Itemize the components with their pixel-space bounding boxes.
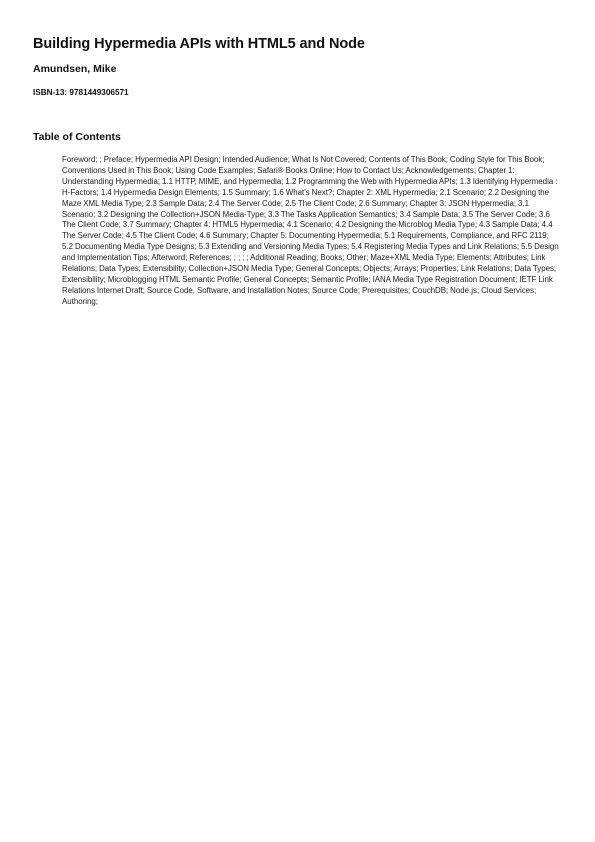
isbn-line (33, 88, 129, 98)
isbn-value: 9781449306571 (69, 88, 129, 97)
toc-body: Foreword; ; Preface; Hypermedia API Design; Intended Audience; What Is Not Covered; Contents of This Book; Coding Style for This Book; Conventions Used in This Book; Using Code Examples; Safari® Books Online; How to Contact Us; Acknowledgements; Chapter 1: Understanding Hypermedia; 1.1 HTTP, MIME, and Hypermedia; 1.2 Programming the Web with Hypermedia APIs; 1.3 Identifying Hypermedia : H-Factors; 1.4 Hypermedia Design Elements; 1.5 Summary; 1.6 What's Next?; Chapter 2: XML Hypermedia; 2.1 Scenario; 2.2 Designing the Maze XML Media Type; 2.3 Sample Data; 2.4 The Server Code; 2.5 The Client Code; 2.6 Summary; Chapter 3: JSON Hypermedia; 3.1 Scenario; 3.2 Designing the Collection+JSON Media-Type; 3.3 The Tasks Application Semantics; 3.4 Sample Data; 3.5 The Server Code; 3.6 The Client Code; 3.7 Summary; Chapter 4: HTML5 Hypermedia; 4.1 Scenario; 4.2 Designing the Microblog Media Type; 4.3 Sample Data; 4.4 The Server Code; 4.5 The Client Code; 4.6 Summary; Chapter 5: Documenting Hypermedia; 5.1 Requirements, Compliance, and RFC 2119; 5.2 Documenting Media Type Designs; 5.3 Extending and Versioning Media Types; 5.4 Registering Media Types and Link Relations; 5.5 Design and Implementation Tips; Afterword; References; ; ; ; ; Additional Reading; Books; Other; Maze+XML Media Type; Elements; Attributes; Link Relations; Data Types; Extensibility; Collection+JSON Media Type; General Concepts; Objects; Arrays; Properties; Link Relations; Data Types; Extensibility; Microblogging HTML Semantic Profile; General Concepts; Semantic Profile; IANA Media Type Registration Document; IETF Link Relations Internet Draft; Source Code, Software, and Installation Notes; Source Code; Prerequisites; CouchDB; Node.js; Cloud Services; Authoring; (62, 155, 559, 306)
isbn-label: ISBN-13: (33, 88, 68, 97)
author-name: Amundsen, Mike (33, 63, 117, 75)
book-title: Building Hypermedia APIs with HTML5 and Node (33, 36, 365, 52)
toc-heading: Table of Contents (33, 131, 121, 143)
